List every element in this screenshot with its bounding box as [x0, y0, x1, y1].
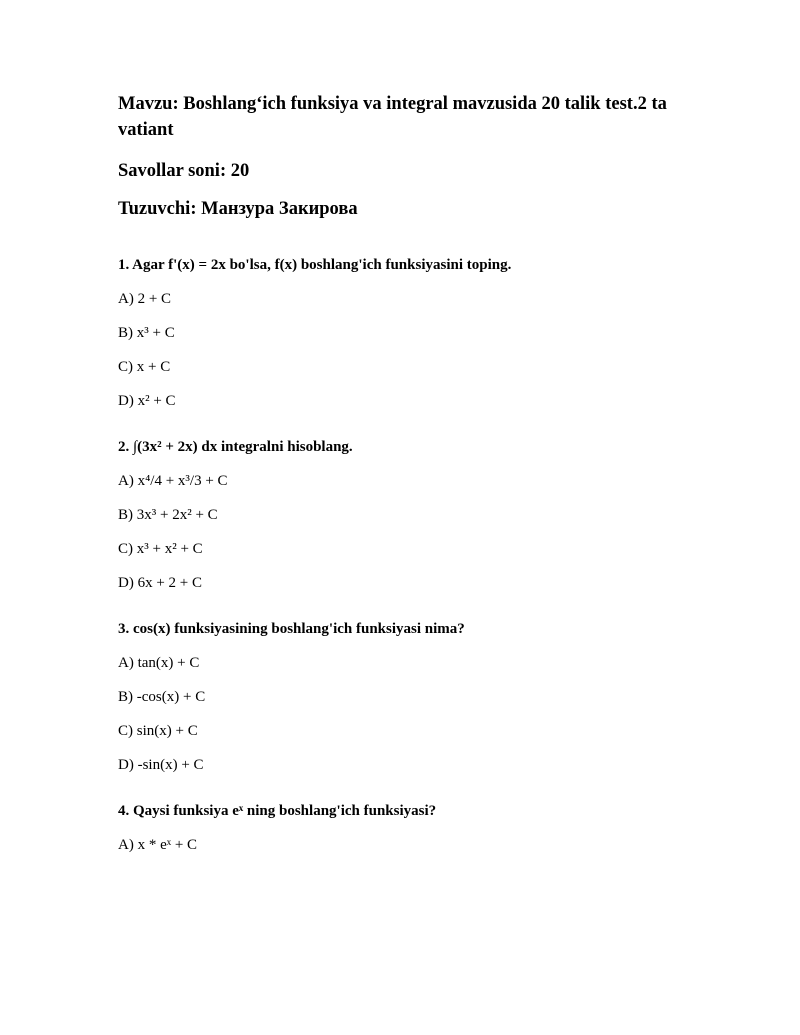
question-count: Savollar soni: 20: [118, 161, 250, 181]
option-a: A) 2 + C: [118, 291, 172, 307]
option-c: C) x + C: [118, 359, 171, 375]
question-2: [118, 437, 708, 593]
option-d: D) -sin(x) + C: [118, 757, 204, 773]
question-1: [118, 255, 708, 411]
option-c: C) x³ + x² + C: [118, 541, 203, 557]
question-text: 4. Qaysi funksiya eˣ ning boshlang'ich funksiyasi?: [118, 803, 437, 819]
option-a: A) x⁴/4 + x³/3 + C: [118, 473, 228, 489]
author-line: Tuzuvchi: Манзура Закирова: [118, 199, 358, 219]
option-b: B) x³ + C: [118, 325, 175, 341]
option-a: A) x * eˣ + C: [118, 837, 198, 853]
question-text: 2. ∫(3x² + 2x) dx integralni hisoblang.: [118, 439, 353, 455]
question-list: [118, 255, 708, 855]
question-text: 3. cos(x) funksiyasining boshlang'ich funksiyasi nima?: [118, 621, 465, 637]
option-d: D) 6x + 2 + C: [118, 575, 203, 591]
question-text: 1. Agar f'(x) = 2x bo'lsa, f(x) boshlang'ich funksiyasini toping.: [118, 257, 512, 273]
option-b: B) -cos(x) + C: [118, 689, 206, 705]
option-c: C) sin(x) + C: [118, 723, 198, 739]
option-b: B) 3x³ + 2x² + C: [118, 507, 218, 523]
document-content: [118, 91, 708, 881]
option-d: D) x² + C: [118, 393, 176, 409]
question-3: [118, 619, 708, 775]
option-a: A) tan(x) + C: [118, 655, 200, 671]
document-title: Mavzu: Boshlang‘ich funksiya va integral mavzusida 20 talik test.2 ta vatiant: [118, 94, 667, 140]
question-4: [118, 801, 708, 855]
